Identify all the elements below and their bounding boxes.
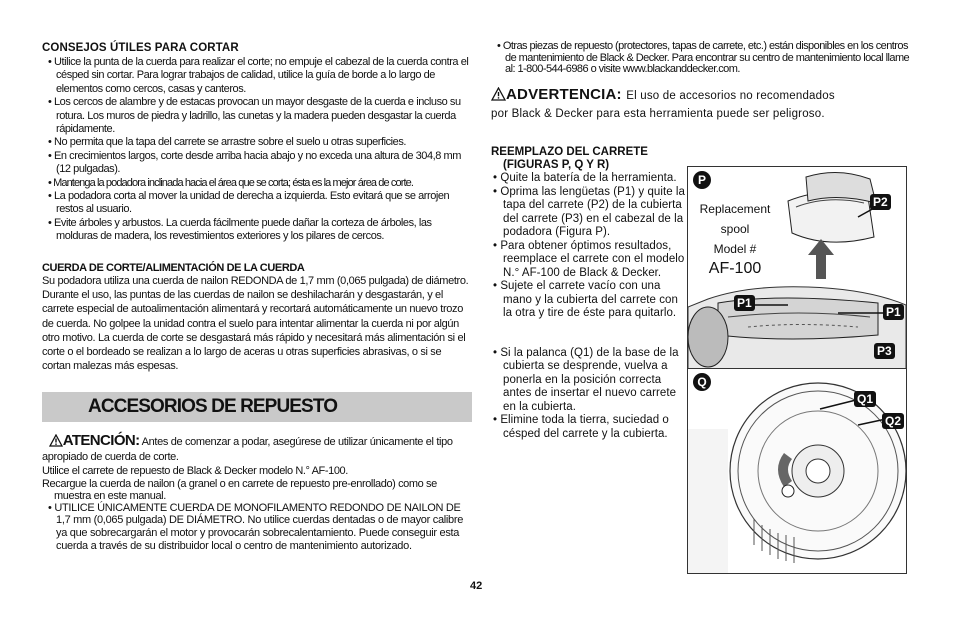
accesorios-bullet: • UTILICE ÚNICAMENTE CUERDA DE MONOFILAMENTO REDONDO DE NAILON DE 1,7 mm (0,065 pulgada) DE DIÁMETRO. No utilice cuerdas dentadas o de mayor calibre ya que sobrecargarán el motor y provocarán sobrecalentamiento. Puede conseguir esta cuerda a través de su distribuidor local o centro de mantenimiento autorizado. [42,502,472,552]
label-p1-left: P1 [734,295,755,311]
label-q2: Q2 [882,413,904,429]
warning-icon [49,434,63,451]
otras-bullet: • Otras piezas de repuesto (protectores, tapas de carrete, etc.) están disponibles en los centros de mantenimiento de Black & Decker. Para encontrar su centro de mantenimiento local llame al: 1-800-544-6986 o visite www.blackanddecker.com. [491,41,911,76]
accesorios-title: ACCESORIOS DE REPUESTO [88,395,338,417]
reemplazo-heading-line1: REEMPLAZO DEL CARRETE [491,146,648,158]
caption-line: spool [720,222,750,236]
list-item: • Para obtener óptimos resultados, reemplace el carrete con el modelo N.° AF-100 de Black & Decker. [491,240,687,281]
caption-line: Replacement [699,202,771,216]
accesorios-line2: Recargue la cuerda de nailon (a granel o en carrete de repuesto pre-enrollado) como se muestra en este manual. [42,477,437,502]
reemplazo-heading-line2: (FIGURAS P, Q Y R) [503,159,610,171]
list-item: • Los cercos de alambre y de estacas provocan un mayor desgaste de la cuerda e incluso su rotura. Los muros de piedra y ladrillo, las cunetas y la madera pueden desgastar la cuerda rápidamente. [42,96,472,136]
cuerda-heading: CUERDA DE CORTE/ALIMENTACIÓN DE LA CUERDA [42,261,305,274]
list-item: • Sujete el carrete vacío con una mano y la cubierta del carrete con la otra y tire de éste para quitarlo. [491,280,687,321]
advertencia-title: ADVERTENCIA: [506,85,622,103]
cuerda-body: Su podadora utiliza una cuerda de nailon REDONDA de 1,7 mm (0,065 pulgada) de diámetro. Durante el uso, las puntas de las cuerdas de nailon se deshilacharán y desgastarán, y el carrete especial de autoalimentación alimentará y recortará automáticamente un nuevo trozo de cuerda. No golpee la unidad contra el suelo para intentar alimentar la cuerda ni por algún otro motivo. La cuerda de corte se desgastará más rápido y necesitará más alimentación si el corte o el bordeado se realizan a lo largo de aceras u otras superficies abrasivas, o si se cortan malezas más espesas. [42,274,469,373]
reemplazo-list-q [491,347,687,442]
list-item: • En crecimientos largos, corte desde arriba hacia abajo y no exceda una altura de 304,8 mm (12 pulgadas). [42,150,472,177]
reemplazo-heading [491,146,687,172]
atencion-body: Antes de comenzar a podar, asegúrese de utilizar únicamente el tipo apropiado de cuerda de corte. [42,435,453,463]
label-p3: P3 [874,343,895,359]
label-q1: Q1 [854,391,876,407]
consejos-heading: CONSEJOS ÚTILES PARA CORTAR [42,42,239,54]
figure-p-caption [694,199,776,279]
caption-model: AF-100 [708,260,762,277]
list-item: • Utilice la punta de la cuerda para realizar el corte; no empuje el cabezal de la cuerda contra el césped sin cortar. Para lograr trabajos de calidad, utilice la guía de borde a lo largo de elementos como cercos, casas y canteros. [42,56,472,96]
reemplazo-column [491,146,687,441]
accesorios-banner [42,392,472,422]
atencion-title: ATENCIÓN: [62,431,140,449]
consejos-list [42,56,472,244]
caption-line: Model # [713,242,757,256]
list-item: • No permita que la tapa del carrete se arrastre sobre el suelo u otras superficies. [42,136,472,149]
list-item: • Mantenga la podadora inclinada hacia el área que se corta; ésta es la mejor área de corte. [42,177,472,190]
advertencia-body-a: El uso de accesorios no recomendados [626,89,835,102]
atencion-block [42,431,472,464]
advertencia-body-b: por Black & Decker para esta herramienta puede ser peligroso. [491,107,825,120]
figure-p-badge: P [693,171,711,189]
list-item: • Evite árboles y arbustos. La cuerda fácilmente puede dañar la corteza de árboles, las molduras de madera, los revestimientos exteriores y los pilares de cercos. [42,217,472,244]
accesorios-line1: Utilice el carrete de repuesto de Black & Decker modelo N.° AF-100. [42,464,348,477]
list-item: • Quite la batería de la herramienta. [491,172,687,186]
list-item: • Oprima las lengüetas (P1) y quite la tapa del carrete (P2) de la cubierta del carrete (P3) en el cabezal de la podadora (Figura P). [491,186,687,240]
label-p1-right: P1 [883,304,904,320]
warning-icon [491,87,506,105]
right-top-block [491,41,911,122]
reemplazo-list-p [491,172,687,321]
list-item: • Elimine toda la tierra, suciedad o césped del carrete y la cubierta. [491,414,687,441]
list-item: • Si la palanca (Q1) de la base de la cubierta se desprende, vuelva a ponerla en la posición correcta antes de insertar el nuevo carrete en la cubierta. [491,347,687,415]
advertencia-block [491,87,911,122]
figure-p [687,166,907,370]
page-number: 42 [470,580,483,592]
figure-q [687,368,907,574]
left-column [42,42,472,552]
list-item: • La podadora corta al mover la unidad de derecha a izquierda. Esto evitará que se arrojen restos al usuario. [42,190,472,217]
label-p2: P2 [870,194,891,210]
figure-q-badge: Q [693,373,711,391]
